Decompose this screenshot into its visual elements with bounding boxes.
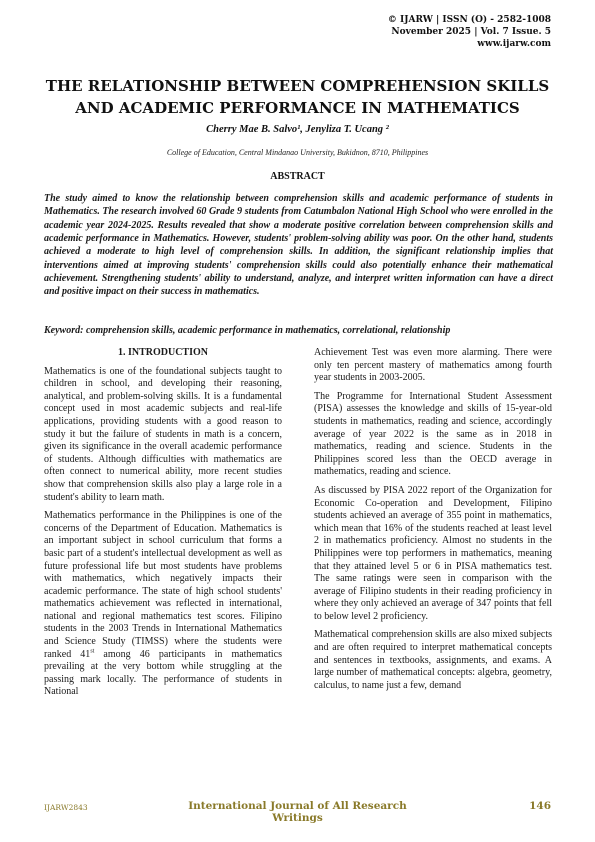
- affiliation: College of Education, Central Mindanao University, Bukidnon, 8710, Philippines: [166, 148, 429, 157]
- intro-paragraph-4: The Programme for International Student Assessment (PISA) assesses the knowledge and skills of 15-year-old students in mathematics, reading and science, accordingly average of year 2022 is the same as in 2018 in mathematics, reading and science. Students in the Philippines scored less than the OECD average in mathematics, reading and science.: [314, 390, 552, 478]
- ordinal-superscript: st: [90, 648, 95, 655]
- intro-paragraph-2: [44, 510, 282, 699]
- intro-paragraph-2-text-a: Mathematics performance in the Philippines is one of the concerns of the Department of Education. Mathematics is an important subject in school curriculum that forms a basic part of a student's intellectual development as well as future professional life but most students have problems with mathematics, which negatively impacts their academic performance. The state of high school students' mathematics achievement was reflected in international, national and regional mathematics test scores. Filipino students in the 2003 Trends in International Mathematics and Science Study (TIMSS) where the students were ranked 41: [44, 510, 282, 660]
- intro-paragraph-1: Mathematics is one of the foundational subjects taught to children in school, and developing their reasoning, analytical, and problem-solving skills. It is a fundamental concept used in most academic subjects and real-life applications, providing students with a good reason to study it but the failure of students in math is a concern, given its significance in the overall academic performance of students. Although difficulties with mathematics are often connect to numerical ability, more recent studies show that comprehension skills also play a large role in a student's ability to learn math.: [44, 365, 282, 503]
- footer-paper-id: IJARW2843: [44, 803, 88, 812]
- intro-paragraph-3: Achievement Test was even more alarming. There were only ten percent mastery of mathematics among fourth year students in 2003-2005.: [314, 347, 552, 384]
- abstract-text: The study aimed to know the relationship between comprehension skills and academic performance of students in Mathematics. The research involved 60 Grade 9 students from Catumbalon National High School who were enrolled in the academic year 2024-2025. Results revealed that show a moderate positive correlation between comprehension skills and academic performance in Mathematics. However, students' problem-solving ability was poor. On the other hand, students achieved a moderate to high level of comprehension skills. In addition, the significant relationship implies that interventions aimed at improving students' comprehension skills could also potentially enhance their mathematical achievement. Strengthening students' ability to understand, analyze, and interpret written information can have a direct and positive impact on their success in mathematics.: [44, 193, 553, 298]
- footer-page-number: 146: [529, 800, 551, 812]
- journal-website: www.ijarw.com: [477, 39, 551, 49]
- footer-journal-name: International Journal of All Research Writings: [188, 800, 407, 824]
- section-heading-introduction: 1. INTRODUCTION: [117, 347, 208, 358]
- intro-paragraph-6: Mathematical comprehension skills are also mixed subjects and are often required to interpret mathematical concepts and sentences in textbooks, assignments, and exams. A large number of mathematical concepts: algebra, geometry, calculus, to name just a few, demand: [314, 629, 552, 691]
- journal-info: [388, 14, 551, 50]
- authors: Cherry Mae B. Salvo¹, Jenyliza T. Ucang ²: [206, 124, 389, 135]
- intro-paragraph-2-text-b: among 46 participants in mathematics prevailing at the very bottom while struggling at the passing mark locally. The performance of students in National: [44, 648, 282, 698]
- journal-issn: © IJARW | ISSN (O) - 2582-1008: [387, 15, 551, 25]
- right-column: [314, 347, 552, 698]
- abstract-heading: ABSTRACT: [270, 171, 325, 182]
- intro-paragraph-5: As discussed by PISA 2022 report of the Organization for Economic Co-operation and Development, Filipino students achieved an average of 355 point in mathematics, which mean that 16% of the students reached at least level 2 in mathematics proficiency. Almost no students in the Philippines were top performers in mathematics, meaning that they attained level 5 or 6 in PISA mathematics test. The same ratings were seen in comparison with the average of Filipino students in their reading proficiency in where they only achieved an average of 347 points that fell to below level 2 proficiency.: [314, 484, 552, 622]
- keywords: Keyword: comprehension skills, academic performance in mathematics, correlational, relationship: [44, 325, 451, 336]
- journal-issue: November 2025 | Vol. 7 Issue. 5: [391, 27, 551, 37]
- paper-title: THE RELATIONSHIP BETWEEN COMPREHENSION SKILLS AND ACADEMIC PERFORMANCE IN MATHEMATICS: [45, 77, 550, 117]
- left-column: [44, 347, 282, 705]
